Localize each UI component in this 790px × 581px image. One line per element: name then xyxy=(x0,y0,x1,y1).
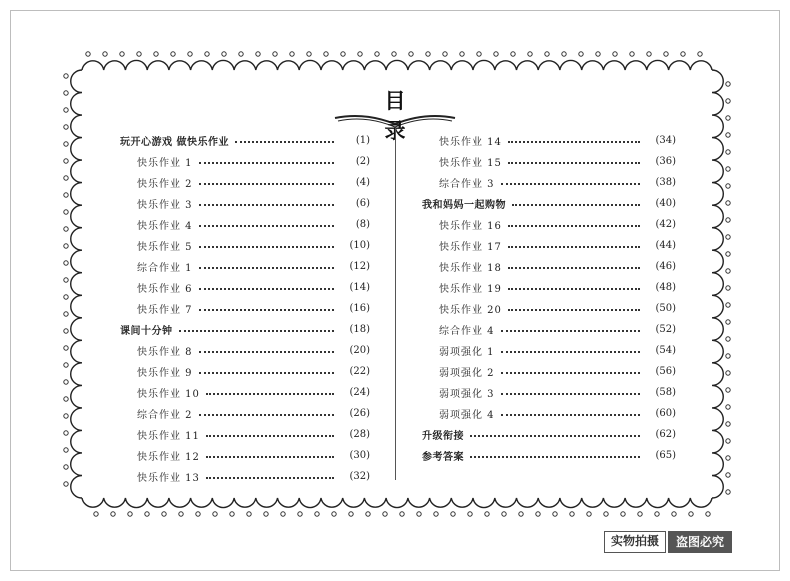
dot-leader xyxy=(199,246,334,248)
dot-leader xyxy=(199,372,334,374)
dot-leader xyxy=(199,309,334,311)
dot-leader xyxy=(508,225,640,227)
toc-entry-label: 快乐作业 10 xyxy=(137,389,200,400)
toc-entry-label: 弱项强化 2 xyxy=(439,368,495,379)
toc-entry-label: 快乐作业 14 xyxy=(439,137,502,148)
toc-entry-row xyxy=(120,424,370,445)
toc-page-number: (40) xyxy=(655,198,676,209)
toc-entry-label: 玩开心游戏 做快乐作业 xyxy=(120,137,229,148)
toc-page-number: (18) xyxy=(349,324,370,335)
dot-leader xyxy=(199,162,334,164)
stamp-left-text: 实物拍摄 xyxy=(604,531,666,553)
toc-page-number: (10) xyxy=(349,240,370,251)
toc-page-number: (14) xyxy=(349,282,370,293)
toc-page-number: (38) xyxy=(655,177,676,188)
toc-entry-label: 快乐作业 18 xyxy=(439,263,502,274)
toc-entry-label: 参考答案 xyxy=(422,452,464,463)
toc-title: 目录 xyxy=(384,89,434,143)
toc-entry-row xyxy=(120,235,370,256)
toc-entry-row xyxy=(422,298,676,319)
toc-page-number: (58) xyxy=(655,387,676,398)
dot-leader xyxy=(206,477,334,479)
toc-entry-row xyxy=(120,403,370,424)
toc-entry-label: 快乐作业 4 xyxy=(137,221,193,232)
dot-leader xyxy=(501,351,640,353)
dot-leader xyxy=(501,330,640,332)
toc-entry-label: 综合作业 3 xyxy=(439,179,495,190)
toc-section-row xyxy=(120,319,370,340)
toc-entry-row xyxy=(120,382,370,403)
toc-entry-row xyxy=(120,193,370,214)
toc-section-row xyxy=(120,130,370,151)
toc-entry-row xyxy=(422,214,676,235)
toc-entry-row xyxy=(120,256,370,277)
toc-page-number: (52) xyxy=(655,324,676,335)
toc-entry-label: 快乐作业 9 xyxy=(137,368,193,379)
toc-entry-label: 弱项强化 4 xyxy=(439,410,495,421)
toc-entry-row xyxy=(120,445,370,466)
toc-entry-row xyxy=(422,172,676,193)
toc-page-number: (4) xyxy=(355,177,370,188)
toc-page-number: (32) xyxy=(349,471,370,482)
toc-page-number: (60) xyxy=(655,408,676,419)
toc-entry-row xyxy=(120,172,370,193)
dot-leader xyxy=(199,351,334,353)
toc-entry-row xyxy=(422,130,676,151)
toc-page-number: (62) xyxy=(655,429,676,440)
toc-entry-row xyxy=(422,277,676,298)
dot-leader xyxy=(501,372,640,374)
dot-leader xyxy=(501,183,640,185)
toc-entry-row xyxy=(120,214,370,235)
toc-entry-label: 快乐作业 19 xyxy=(439,284,502,295)
toc-entry-row xyxy=(120,361,370,382)
toc-entry-label: 快乐作业 15 xyxy=(439,158,502,169)
toc-entry-label: 弱项强化 3 xyxy=(439,389,495,400)
toc-page-number: (24) xyxy=(349,387,370,398)
toc-page-number: (22) xyxy=(349,366,370,377)
toc-entry-label: 快乐作业 3 xyxy=(137,200,193,211)
toc-page-number: (16) xyxy=(349,303,370,314)
toc-entry-row xyxy=(120,340,370,361)
toc-entry-label: 综合作业 1 xyxy=(137,263,193,274)
toc-entry-row xyxy=(422,256,676,277)
dot-leader xyxy=(501,393,640,395)
toc-page-number: (30) xyxy=(349,450,370,461)
toc-page-number: (28) xyxy=(349,429,370,440)
dot-leader xyxy=(199,267,334,269)
toc-page-number: (1) xyxy=(355,135,370,146)
toc-entry-row xyxy=(422,340,676,361)
toc-page-number: (48) xyxy=(655,282,676,293)
toc-entry-label: 快乐作业 11 xyxy=(137,431,200,442)
toc-right-column xyxy=(422,130,676,466)
dot-leader xyxy=(206,393,334,395)
dot-leader xyxy=(508,246,640,248)
toc-entry-label: 快乐作业 5 xyxy=(137,242,193,253)
toc-entry-label: 快乐作业 8 xyxy=(137,347,193,358)
toc-entry-label: 快乐作业 20 xyxy=(439,305,502,316)
toc-page-number: (34) xyxy=(655,135,676,146)
dot-leader xyxy=(508,288,640,290)
toc-entry-row xyxy=(422,319,676,340)
toc-page-number: (46) xyxy=(655,261,676,272)
dot-leader xyxy=(235,141,334,143)
dot-leader xyxy=(501,414,640,416)
toc-page-number: (56) xyxy=(655,366,676,377)
toc-page-number: (8) xyxy=(355,219,370,230)
toc-entry-label: 快乐作业 12 xyxy=(137,452,200,463)
toc-entry-label: 快乐作业 2 xyxy=(137,179,193,190)
toc-page-number: (6) xyxy=(355,198,370,209)
dot-leader xyxy=(508,162,640,164)
watermark-stamp xyxy=(604,531,732,553)
toc-entry-row xyxy=(422,382,676,403)
dot-leader xyxy=(508,141,640,143)
toc-entry-row xyxy=(422,403,676,424)
stamp-right-text: 盗图必究 xyxy=(668,531,732,553)
toc-entry-row xyxy=(422,235,676,256)
column-divider xyxy=(395,128,396,480)
toc-entry-label: 弱项强化 1 xyxy=(439,347,495,358)
toc-page-number: (26) xyxy=(349,408,370,419)
toc-entry-label: 快乐作业 16 xyxy=(439,221,502,232)
toc-page-number: (12) xyxy=(349,261,370,272)
toc-section-row xyxy=(422,445,676,466)
toc-page-number: (54) xyxy=(655,345,676,356)
toc-page-number: (20) xyxy=(349,345,370,356)
toc-entry-label: 快乐作业 7 xyxy=(137,305,193,316)
toc-page-number: (2) xyxy=(355,156,370,167)
toc-entry-row xyxy=(120,298,370,319)
toc-entry-label: 课间十分钟 xyxy=(120,326,173,337)
toc-entry-label: 快乐作业 1 xyxy=(137,158,193,169)
toc-entry-row xyxy=(422,151,676,172)
dot-leader xyxy=(199,414,334,416)
toc-entry-label: 综合作业 2 xyxy=(137,410,193,421)
toc-page-number: (36) xyxy=(655,156,676,167)
toc-entry-row xyxy=(120,466,370,487)
toc-entry-row xyxy=(120,151,370,172)
toc-entry-label: 快乐作业 6 xyxy=(137,284,193,295)
toc-entry-row xyxy=(422,361,676,382)
toc-page-number: (44) xyxy=(655,240,676,251)
toc-entry-label: 我和妈妈一起购物 xyxy=(422,200,506,211)
dot-leader xyxy=(179,330,335,332)
toc-entry-label: 综合作业 4 xyxy=(439,326,495,337)
dot-leader xyxy=(206,435,334,437)
toc-entry-label: 快乐作业 13 xyxy=(137,473,200,484)
toc-entry-label: 快乐作业 17 xyxy=(439,242,502,253)
dot-leader xyxy=(199,288,334,290)
toc-entry-row xyxy=(120,277,370,298)
dot-leader xyxy=(512,204,640,206)
dot-leader xyxy=(199,204,334,206)
dot-leader xyxy=(508,309,640,311)
toc-page-number: (65) xyxy=(655,450,676,461)
toc-left-column xyxy=(120,130,370,487)
dot-leader xyxy=(470,456,640,458)
toc-entry-label: 升级衔接 xyxy=(422,431,464,442)
dot-leader xyxy=(199,183,334,185)
toc-section-row xyxy=(422,193,676,214)
dot-leader xyxy=(206,456,334,458)
toc-page-number: (42) xyxy=(655,219,676,230)
dot-leader xyxy=(508,267,640,269)
dot-leader xyxy=(199,225,334,227)
toc-section-row xyxy=(422,424,676,445)
dot-leader xyxy=(470,435,640,437)
toc-page-number: (50) xyxy=(655,303,676,314)
